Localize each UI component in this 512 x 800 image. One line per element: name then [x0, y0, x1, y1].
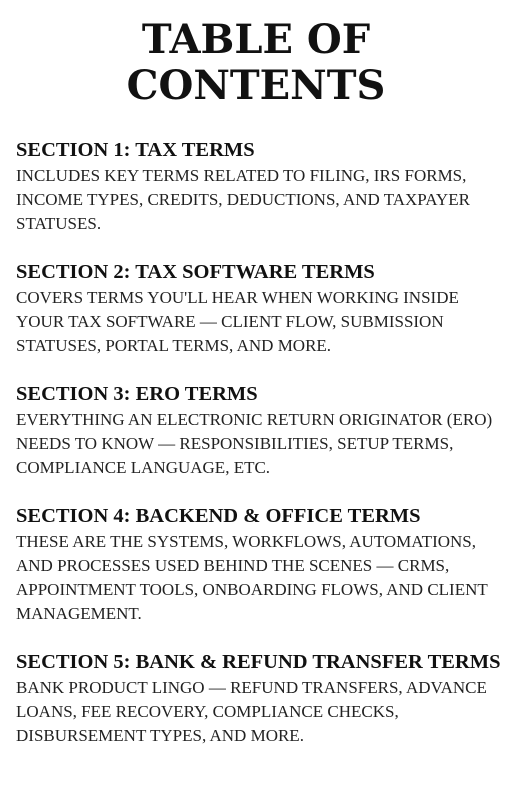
section-description: EVERYTHING AN ELECTRONIC RETURN ORIGINATOR (ERO) NEEDS TO KNOW — RESPONSIBILITIES, SETUP TERMS, COMPLIANCE LANGUAGE, ETC. [16, 410, 493, 477]
section-description: INCLUDES KEY TERMS RELATED TO FILING, IRS FORMS, INCOME TYPES, CREDITS, DEDUCTIONS, AND TAXPAYER STATUSES. [16, 166, 470, 233]
section-description: BANK PRODUCT LINGO — REFUND TRANSFERS, ADVANCE LOANS, FEE RECOVERY, COMPLIANCE CHECKS, DISBURSEMENT TYPES, AND MORE. [16, 678, 487, 745]
section-heading: SECTION 1: TAX TERMS [16, 139, 255, 161]
section-list [16, 138, 501, 748]
section-4 [16, 504, 496, 626]
section-heading: SECTION 5: BANK & REFUND TRANSFER TERMS [16, 651, 501, 673]
page-title: TABLE OF CONTENTS [126, 16, 386, 109]
section-1 [16, 138, 496, 236]
section-2 [16, 260, 496, 358]
section-description: COVERS TERMS YOU'LL HEAR WHEN WORKING INSIDE YOUR TAX SOFTWARE — CLIENT FLOW, SUBMISSION STATUSES, PORTAL TERMS, AND MORE. [16, 288, 459, 355]
section-heading: SECTION 3: ERO TERMS [16, 383, 258, 405]
section-3 [16, 382, 496, 480]
section-5 [16, 650, 501, 748]
section-heading: SECTION 2: TAX SOFTWARE TERMS [16, 261, 375, 283]
section-description: THESE ARE THE SYSTEMS, WORKFLOWS, AUTOMATIONS, AND PROCESSES USED BEHIND THE SCENES — CRMS, APPOINTMENT TOOLS, ONBOARDING FLOWS, AND CLIENT MANAGEMENT. [16, 532, 488, 623]
section-heading: SECTION 4: BACKEND & OFFICE TERMS [16, 505, 421, 527]
